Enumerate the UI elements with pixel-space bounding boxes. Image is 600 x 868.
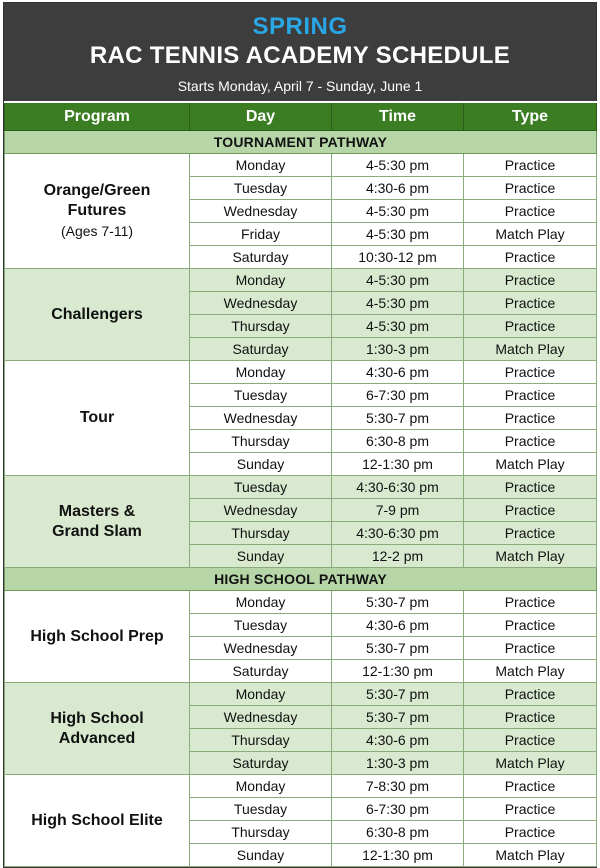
day-cell: Saturday bbox=[190, 660, 332, 683]
table-row bbox=[5, 269, 597, 292]
section-header-row bbox=[5, 568, 597, 591]
time-cell: 6-7:30 pm bbox=[332, 384, 464, 407]
day-cell: Thursday bbox=[190, 315, 332, 338]
section-title: HIGH SCHOOL PATHWAY bbox=[5, 568, 597, 591]
type-cell: Match Play bbox=[464, 660, 597, 683]
time-cell: 5:30-7 pm bbox=[332, 407, 464, 430]
day-cell: Monday bbox=[190, 591, 332, 614]
type-cell: Match Play bbox=[464, 338, 597, 361]
type-cell: Practice bbox=[464, 154, 597, 177]
header-banner bbox=[4, 3, 596, 101]
day-cell: Tuesday bbox=[190, 476, 332, 499]
type-cell: Practice bbox=[464, 637, 597, 660]
time-cell: 4:30-6 pm bbox=[332, 177, 464, 200]
day-cell: Tuesday bbox=[190, 614, 332, 637]
date-range: Starts Monday, April 7 - Sunday, June 1 bbox=[177, 78, 423, 94]
table-row bbox=[5, 683, 597, 706]
time-cell: 4:30-6 pm bbox=[332, 361, 464, 384]
time-cell: 6:30-8 pm bbox=[332, 821, 464, 844]
type-cell: Practice bbox=[464, 775, 597, 798]
type-cell: Practice bbox=[464, 706, 597, 729]
program-age-range: (Ages 7-11) bbox=[60, 223, 134, 239]
program-name: High School Elite bbox=[5, 775, 190, 867]
table-row bbox=[5, 775, 597, 798]
column-header-program: Program bbox=[5, 102, 190, 131]
type-cell: Match Play bbox=[464, 453, 597, 476]
column-header-row bbox=[5, 102, 597, 131]
day-cell: Thursday bbox=[190, 729, 332, 752]
time-cell: 12-2 pm bbox=[332, 545, 464, 568]
time-cell: 5:30-7 pm bbox=[332, 683, 464, 706]
time-cell: 6-7:30 pm bbox=[332, 798, 464, 821]
time-cell: 1:30-3 pm bbox=[332, 752, 464, 775]
schedule-title: RAC TENNIS ACADEMY SCHEDULE bbox=[89, 42, 511, 69]
time-cell: 4:30-6 pm bbox=[332, 729, 464, 752]
time-cell: 6:30-8 pm bbox=[332, 430, 464, 453]
type-cell: Practice bbox=[464, 798, 597, 821]
day-cell: Sunday bbox=[190, 453, 332, 476]
type-cell: Practice bbox=[464, 683, 597, 706]
time-cell: 4-5:30 pm bbox=[332, 200, 464, 223]
type-cell: Practice bbox=[464, 384, 597, 407]
type-cell: Match Play bbox=[464, 545, 597, 568]
time-cell: 5:30-7 pm bbox=[332, 637, 464, 660]
type-cell: Practice bbox=[464, 200, 597, 223]
column-header-time: Time bbox=[332, 102, 464, 131]
day-cell: Saturday bbox=[190, 246, 332, 269]
time-cell: 7-9 pm bbox=[332, 499, 464, 522]
time-cell: 4-5:30 pm bbox=[332, 154, 464, 177]
type-cell: Practice bbox=[464, 522, 597, 545]
day-cell: Wednesday bbox=[190, 292, 332, 315]
type-cell: Practice bbox=[464, 729, 597, 752]
type-cell: Practice bbox=[464, 269, 597, 292]
day-cell: Saturday bbox=[190, 752, 332, 775]
type-cell: Practice bbox=[464, 177, 597, 200]
time-cell: 5:30-7 pm bbox=[332, 591, 464, 614]
table-row bbox=[5, 154, 597, 177]
day-cell: Friday bbox=[190, 223, 332, 246]
section-header-row bbox=[5, 131, 597, 154]
table-row bbox=[5, 591, 597, 614]
day-cell: Monday bbox=[190, 154, 332, 177]
program-name: High School Prep bbox=[5, 591, 190, 683]
time-cell: 4:30-6:30 pm bbox=[332, 476, 464, 499]
column-header-type: Type bbox=[464, 102, 597, 131]
day-cell: Wednesday bbox=[190, 499, 332, 522]
schedule-table bbox=[4, 101, 597, 867]
day-cell: Monday bbox=[190, 361, 332, 384]
time-cell: 4-5:30 pm bbox=[332, 223, 464, 246]
type-cell: Practice bbox=[464, 591, 597, 614]
day-cell: Wednesday bbox=[190, 637, 332, 660]
time-cell: 12-1:30 pm bbox=[332, 453, 464, 476]
column-header-day: Day bbox=[190, 102, 332, 131]
type-cell: Practice bbox=[464, 430, 597, 453]
season-label: SPRING bbox=[252, 13, 348, 40]
day-cell: Wednesday bbox=[190, 407, 332, 430]
day-cell: Wednesday bbox=[190, 200, 332, 223]
time-cell: 4-5:30 pm bbox=[332, 269, 464, 292]
table-row bbox=[5, 361, 597, 384]
type-cell: Practice bbox=[464, 361, 597, 384]
day-cell: Tuesday bbox=[190, 177, 332, 200]
type-cell: Practice bbox=[464, 246, 597, 269]
day-cell: Monday bbox=[190, 269, 332, 292]
program-name: Orange/Green Futures (Ages 7-11) bbox=[5, 154, 190, 269]
time-cell: 7-8:30 pm bbox=[332, 775, 464, 798]
time-cell: 4:30-6:30 pm bbox=[332, 522, 464, 545]
type-cell: Practice bbox=[464, 614, 597, 637]
time-cell: 1:30-3 pm bbox=[332, 338, 464, 361]
type-cell: Match Play bbox=[464, 223, 597, 246]
time-cell: 12-1:30 pm bbox=[332, 844, 464, 867]
program-name: High School Advanced bbox=[5, 683, 190, 775]
time-cell: 12-1:30 pm bbox=[332, 660, 464, 683]
day-cell: Thursday bbox=[190, 821, 332, 844]
time-cell: 5:30-7 pm bbox=[332, 706, 464, 729]
day-cell: Thursday bbox=[190, 522, 332, 545]
type-cell: Practice bbox=[464, 315, 597, 338]
table-row bbox=[5, 476, 597, 499]
type-cell: Practice bbox=[464, 476, 597, 499]
day-cell: Thursday bbox=[190, 430, 332, 453]
time-cell: 4-5:30 pm bbox=[332, 315, 464, 338]
schedule-page bbox=[3, 2, 597, 868]
type-cell: Match Play bbox=[464, 752, 597, 775]
type-cell: Practice bbox=[464, 292, 597, 315]
day-cell: Sunday bbox=[190, 545, 332, 568]
day-cell: Saturday bbox=[190, 338, 332, 361]
type-cell: Practice bbox=[464, 821, 597, 844]
program-name: Challengers bbox=[5, 269, 190, 361]
day-cell: Tuesday bbox=[190, 384, 332, 407]
section-title: TOURNAMENT PATHWAY bbox=[5, 131, 597, 154]
day-cell: Tuesday bbox=[190, 798, 332, 821]
program-name: Masters & Grand Slam bbox=[5, 476, 190, 568]
time-cell: 10:30-12 pm bbox=[332, 246, 464, 269]
day-cell: Sunday bbox=[190, 844, 332, 867]
type-cell: Practice bbox=[464, 499, 597, 522]
program-name: Tour bbox=[5, 361, 190, 476]
day-cell: Wednesday bbox=[190, 706, 332, 729]
day-cell: Monday bbox=[190, 683, 332, 706]
time-cell: 4:30-6 pm bbox=[332, 614, 464, 637]
schedule-body bbox=[5, 131, 597, 867]
type-cell: Practice bbox=[464, 407, 597, 430]
time-cell: 4-5:30 pm bbox=[332, 292, 464, 315]
day-cell: Monday bbox=[190, 775, 332, 798]
type-cell: Match Play bbox=[464, 844, 597, 867]
